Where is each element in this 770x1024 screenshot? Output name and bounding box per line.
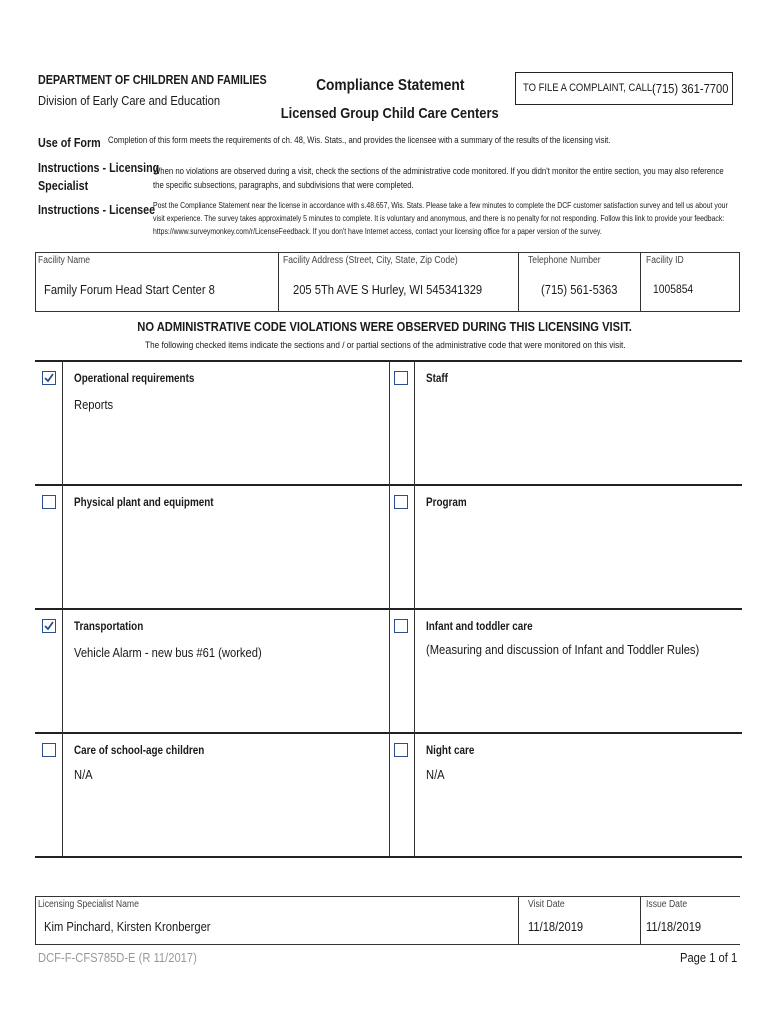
section-note-school-age: N/A — [74, 767, 93, 782]
visit-date-caption: Visit Date — [528, 899, 565, 910]
complaint-phone: (715) 361-7700 — [652, 81, 729, 96]
issue-date-caption: Issue Date — [646, 899, 688, 910]
licensee-instructions-text-2: visit experience. The survey takes approximately 5 minutes to complete. It is voluntary and anonymous, and there is no penalty for not responding. Follow this link to provide your feedback: — [153, 214, 725, 223]
use-of-form-label: Use of Form — [38, 136, 101, 150]
section-title-night-care: Night care — [426, 745, 475, 757]
department-name: DEPARTMENT OF CHILDREN AND FAMILIES — [38, 73, 267, 87]
licensee-survey-link[interactable]: https://www.surveymonkey.com/r/LicenseFeedback. If you don't have Internet access, contact your licensing office for a paper version of the survey. — [153, 227, 602, 236]
form-code: DCF-F-CFS785D-E (R 11/2017) — [38, 950, 197, 965]
specialist-instructions-text: When no violations are observed during a visit, check the sections of the administrative code monitored. If you didn't monitor the entire section, you may also reference — [153, 166, 724, 176]
facility-name-caption: Facility Name — [38, 255, 91, 266]
complaint-label: TO FILE A COMPLAINT, CALL: — [523, 82, 655, 94]
specialist-name: Kim Pinchard, Kirsten Kronberger — [44, 919, 211, 934]
no-violations-heading: NO ADMINISTRATIVE CODE VIOLATIONS WERE OBSERVED DURING THIS LICENSING VISIT. — [137, 319, 633, 334]
facility-name: Family Forum Head Start Center 8 — [44, 282, 215, 297]
licensee-instructions-label: Instructions - Licensee — [38, 203, 156, 217]
facility-id-caption: Facility ID — [646, 255, 684, 266]
section-title-program: Program — [426, 497, 467, 509]
issue-date: 11/18/2019 — [646, 919, 702, 934]
section-note-operational-requirements: Reports — [74, 397, 114, 412]
night-care-checkbox[interactable] — [394, 743, 408, 757]
section-title-staff: Staff — [426, 373, 448, 385]
use-of-form-text: Completion of this form meets the requirements of ch. 48, Wis. Stats., and provides the licensee with a summary of the results of the licensing visit. — [108, 135, 611, 145]
facility-address: 205 5Th AVE S Hurley, WI 545341329 — [293, 282, 483, 297]
section-note-transportation: Vehicle Alarm - new bus #61 (worked) — [74, 645, 262, 660]
section-title-operational-requirements: Operational requirements — [74, 373, 195, 385]
specialist-name-caption: Licensing Specialist Name — [38, 899, 139, 910]
physical-plant-checkbox[interactable] — [42, 495, 56, 509]
page-title: Compliance Statement — [315, 77, 465, 94]
page-number: Page 1 of 1 — [680, 950, 738, 965]
check-mark-icon — [43, 372, 55, 384]
visit-date: 11/18/2019 — [528, 919, 584, 934]
facility-id: 1005854 — [653, 282, 694, 296]
section-note-night-care: N/A — [426, 767, 445, 782]
telephone-number: (715) 561-5363 — [541, 282, 618, 297]
operational-requirements-checkbox[interactable] — [42, 371, 56, 385]
page-subtitle: Licensed Group Child Care Centers — [281, 105, 499, 122]
check-mark-icon — [43, 620, 55, 632]
section-title-transportation: Transportation — [74, 621, 144, 633]
section-note-infant-toddler: (Measuring and discussion of Infant and Toddler Rules) — [426, 642, 700, 657]
staff-checkbox[interactable] — [394, 371, 408, 385]
specialist-instructions-label-2: Specialist — [38, 179, 89, 193]
infant-toddler-checkbox[interactable] — [394, 619, 408, 633]
transportation-checkbox[interactable] — [42, 619, 56, 633]
program-checkbox[interactable] — [394, 495, 408, 509]
telephone-caption: Telephone Number — [528, 255, 601, 266]
specialist-instructions-text-2: the specific subsections, paragraphs, and subdivisions that were completed. — [153, 180, 414, 190]
section-title-school-age: Care of school-age children — [74, 745, 205, 757]
section-title-physical-plant: Physical plant and equipment — [74, 497, 214, 509]
specialist-instructions-label: Instructions - Licensing — [38, 161, 160, 175]
section-title-infant-toddler: Infant and toddler care — [426, 621, 533, 633]
licensee-instructions-text: Post the Compliance Statement near the license in accordance with s.48.657, Wis. Stats. Please take a few minutes to complete the DCF customer satisfaction survey and tell us about your — [153, 201, 728, 210]
school-age-checkbox[interactable] — [42, 743, 56, 757]
monitored-items-subheading: The following checked items indicate the sections and / or partial sections of the administrative code that were monitored on this visit. — [144, 340, 626, 351]
facility-address-caption: Facility Address (Street, City, State, Zip Code) — [283, 255, 458, 266]
division-name: Division of Early Care and Education — [38, 93, 221, 108]
